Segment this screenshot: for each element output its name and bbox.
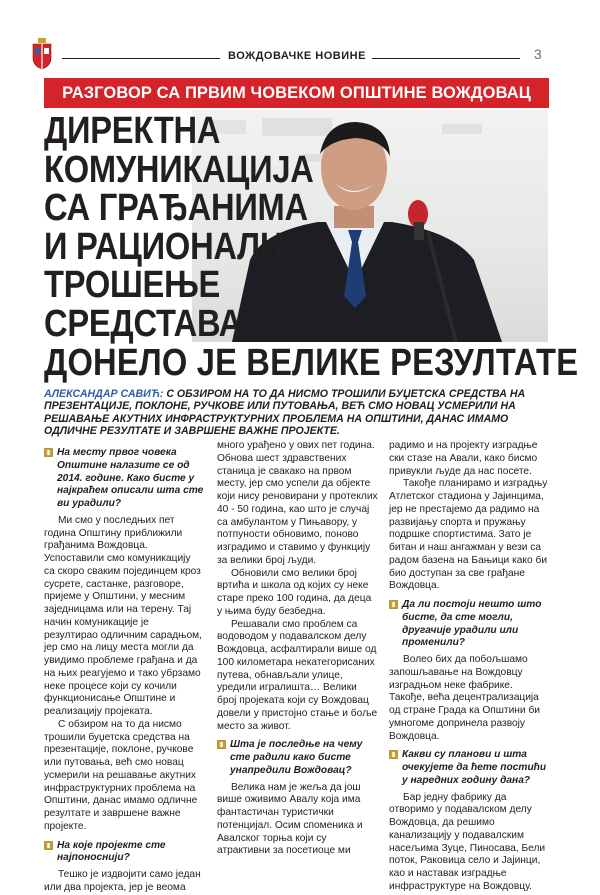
question-bullet-icon (389, 600, 398, 609)
question-bullet-icon (389, 750, 398, 759)
interview-question: Да ли постоји нешто што бисте, да сте могли, другачије урадили или променили? (389, 599, 551, 650)
page-number: 3 (534, 46, 542, 62)
interview-question: На које пројекте сте најпоноснији? (44, 840, 204, 866)
headline-line: ДОНЕЛО ЈЕ ВЕЛИКЕ РЕЗУЛТАТЕ (44, 341, 579, 384)
article-paragraph: Обновили смо велики број вртића и школа од којих су неке старе преко 100 година, да деца у њима буду безбедна. (217, 567, 372, 617)
article-paragraph: С обзиром на то да нисмо трошили буџетска средства на презентације, поклоне, ручкове или путовања, већ смо новац усмерили на решавање акутних инфраструктурних проблема на Општини, данас имамо одличне резултате и завршене важне пројекте. (44, 718, 198, 832)
article-paragraph: Волео бих да побољшамо запошљавање на Вождовцу изградњом неке фабрике. Такође, већа децентрализација од стране Града ка Општини би умногоме допринела развоју Вождовца. (389, 654, 540, 742)
headline-line: ДИРЕКТНА (44, 110, 221, 152)
headline-line: СРЕДСТАВА (44, 302, 243, 345)
article-paragraph: Велика нам је жеља да још више оживимо Авалу која има фантастичан туристички потенцијал. Осим споменика и Авалског торња који су атрактивни за посетиоце ми (217, 781, 363, 857)
article-paragraph: Решавали смо проблем са водоводом у подавалском делу Вождовца, асфалтирали више од 100 километара некатегорисаних путева, обнављали улице, уредили игралишта… Велики број пројеката који су Вождовац довели у пристојно стање и боље место за живот. (217, 618, 378, 732)
headline-line: СА ГРАЂАНИМА (44, 187, 308, 230)
interviewee-name: АЛЕКСАНДАР САВИЋ: (44, 388, 164, 400)
article-column-1 (44, 445, 204, 895)
article-column-3 (389, 440, 551, 894)
headline-line: ТРОШЕЊЕ (44, 264, 221, 307)
question-bullet-icon (44, 841, 53, 850)
article-paragraph: Бар једну фабрику да отворимо у подавалском делу Вождовца, да решимо канализацију у подавалским насељима Зуце, Пиносава, Бели поток, Раковица село и Јајинци, као и наставак изградње инфраструктуре на Вождовцу. (389, 791, 546, 892)
lead-text: С ОБЗИРОМ НА ТО ДА НИСМО ТРОШИЛИ БУЏЕТСКА СРЕДСТВА НА ПРЕЗЕНТАЦИЈЕ, ПОКЛОНЕ, РУЧКОВЕ ИЛИ ПУТОВАЊА, ВЕЋ СМО НОВАЦ УСМЕРИЛИ НА РЕШАВАЊЕ АКУТНИХ ИНФРАСТРУКТУРНИХ ПРОБЛЕМА НА ОПШТИНИ, ДАНАС ИМАМО ОДЛИЧНЕ РЕЗУЛТАТЕ И ЗАВРШЕНЕ ВАЖНЕ ПРОЈЕКТЕ. (44, 388, 526, 437)
article-paragraph: Ми смо у последњих пет година Општину приближили грађанима Вождовца. Успоставили смо комуникацију са скоро сваким појединцем кроз сусрете, састанке, разговоре, пријеме у Општини, у месним заједницама или на терену. Тај начин комуникације је резултирао одличним сарадњом, јер смо на лицу места могли да увидимо проблеме грађана и да на њих реагујемо и тако убрзамо неке процесе који су кочили функционисање Општине и реализацију пројеката. (44, 514, 202, 717)
headline-line: КОМУНИКАЦИЈА (44, 148, 314, 191)
publication-title: ВОЖДОВАЧКЕ НОВИНЕ (228, 50, 366, 62)
lead-paragraph (44, 388, 556, 437)
headline (44, 110, 579, 384)
headline-line: И РАЦИОНАЛНО (44, 225, 309, 268)
article-paragraph: радимо и на пројекту изградње ски стазе на Авали, како бисмо привукли људе да нас посете. (389, 440, 538, 477)
section-banner: РАЗГОВОР СА ПРВИМ ЧОВЕКОМ ОПШТИНЕ ВОЖДОВАЦ (44, 78, 549, 108)
article-paragraph: много урађено у ових пет година. Обнова шест здравствених станица је свакако на првом месту, јер смо успели да објекте који нису реновирани у протеклих 40 - 50 година, као што је случај са амбулантом у Пињавору, у потпуности обновимо, поново изградимо и ставимо у функцију за велики број људи. (217, 440, 378, 566)
interview-question: Шта је последње на чему сте радили како бисте унапредили Вождовац? (217, 739, 379, 777)
interview-question: На месту првог човека Општине налазите се од 2014. године. Како бисте у најкраћем описали шта сте ви урадили? (44, 447, 204, 511)
header-rule-right (372, 58, 520, 59)
header-rule-left (62, 58, 220, 59)
interview-question: Какви су планови и шта очекујете да ћете постићи у наредних годину дана? (389, 749, 551, 787)
question-bullet-icon (217, 740, 226, 749)
municipality-crest-icon (31, 38, 53, 70)
article-column-2 (217, 440, 379, 858)
article-paragraph: Тешко је издвојити само један или два пројекта, јер је веома (44, 869, 201, 893)
question-bullet-icon (44, 448, 53, 457)
article-paragraph: Такође планирамо и изградњу Атлетског стадиона у Јајинцима, јер не престајемо да радимо на развијању спорта и пружању подршке спортистима. Зато је битан и наш ангажман у вези са радом базена на Бањици како би био доступан за све грађане Вождовца. (389, 478, 548, 592)
